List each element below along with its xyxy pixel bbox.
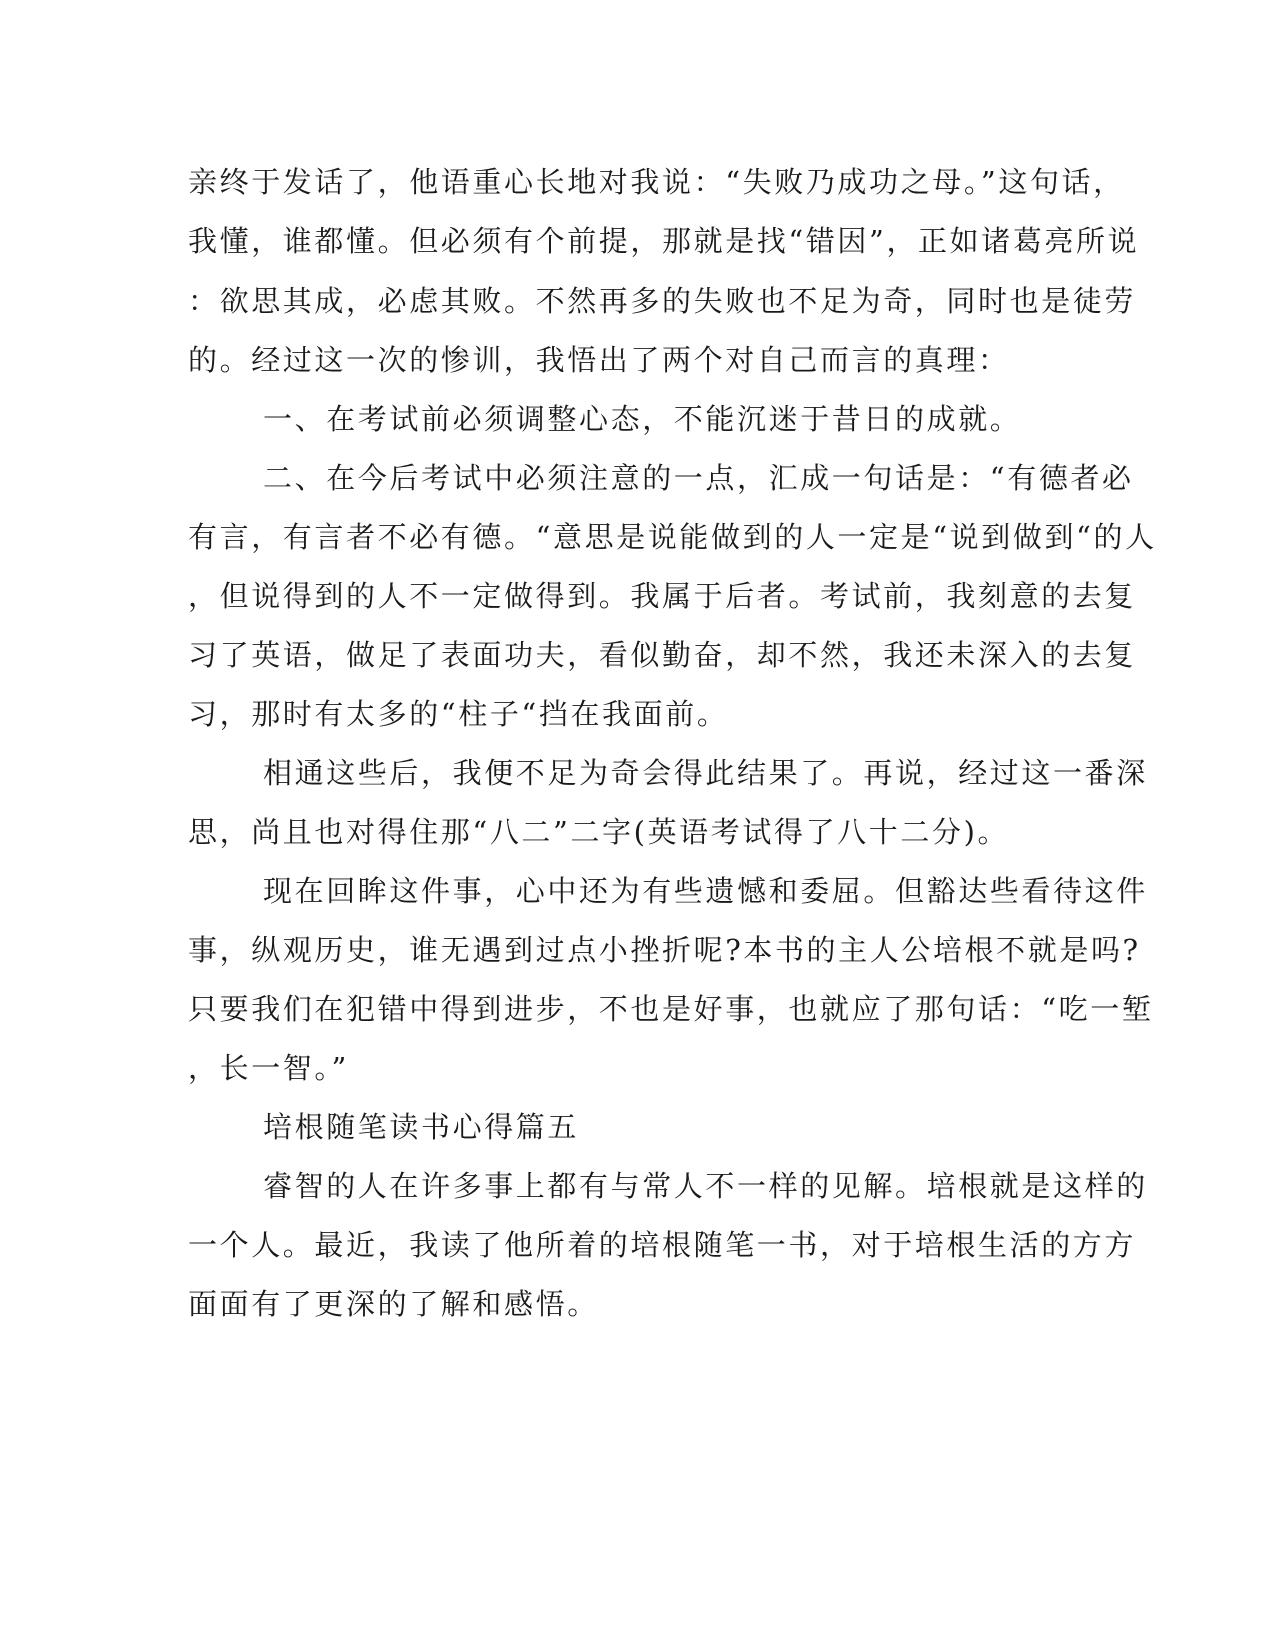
text-line: 我懂，谁都懂。但必须有个前提，那就是找“错因”，正如诸葛亮所说 [188, 224, 1140, 258]
text-line: 事，纵观历史，谁无遇到过点小挫折呢?本书的主人公培根不就是吗? [188, 933, 1141, 967]
text-line: 一、在考试前必须调整心态，不能沉迷于昔日的成就。 [263, 402, 1022, 436]
section-heading: 培根随笔读书心得篇五 [263, 1110, 580, 1144]
text-line: 二、在今后考试中必须注意的一点，汇成一句话是：“有德者必 [263, 461, 1134, 495]
text-line: ：欲思其成，必虑其败。不然再多的失败也不足为奇，同时也是徒劳 [188, 284, 1137, 318]
text-line: 现在回眸这件事，心中还为有些遗憾和委屈。但豁达些看待这件 [263, 874, 1148, 908]
text-line: 习，那时有太多的“柱子“挡在我面前。 [188, 697, 729, 731]
text-line: 相通这些后，我便不足为奇会得此结果了。再说，经过这一番深 [263, 756, 1148, 790]
text-line: 亲终于发话了，他语重心长地对我说：“失败乃成功之母。”这句话， [188, 165, 1125, 199]
text-line: 思，尚且也对得住那“八二”二字(英语考试得了八十二分)。 [188, 815, 1010, 849]
text-line: 面面有了更深的了解和感悟。 [188, 1287, 599, 1321]
text-line: 有言，有言者不必有德。“意思是说能做到的人一定是“说到做到“的人 [188, 520, 1157, 554]
text-line: 睿智的人在许多事上都有与常人不一样的见解。培根就是这样的 [263, 1169, 1148, 1203]
text-line: ，长一智。” [188, 1051, 349, 1085]
text-line: 只要我们在犯错中得到进步，不也是好事，也就应了那句话：“吃一堑 [188, 992, 1154, 1026]
text-line: 习了英语，做足了表面功夫，看似勤奋，却不然，我还未深入的去复 [188, 638, 1137, 672]
text-line: ，但说得到的人不一定做得到。我属于后者。考试前，我刻意的去复 [188, 579, 1137, 613]
text-line: 的。经过这一次的惨训，我悟出了两个对自己而言的真理： [188, 343, 1010, 377]
text-line: 一个人。最近，我读了他所着的培根随笔一书，对于培根生活的方方 [188, 1228, 1137, 1262]
